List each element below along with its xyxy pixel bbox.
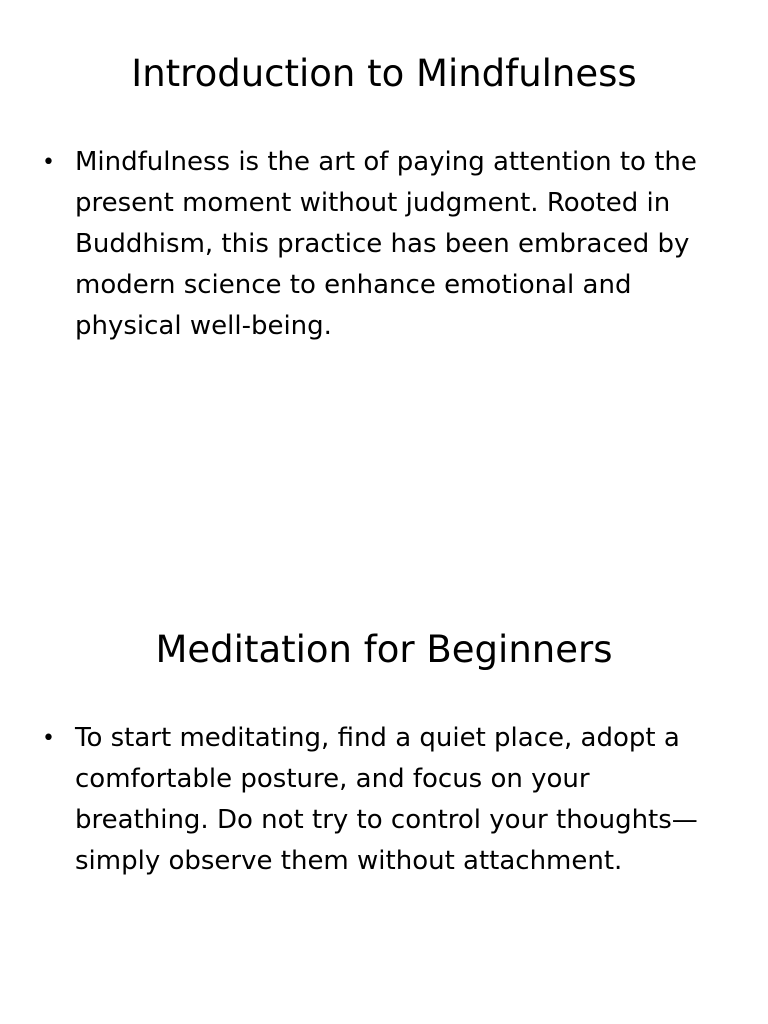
bullet-icon: • (42, 726, 55, 751)
bullet-list (40, 142, 730, 347)
bullet-item (40, 718, 730, 882)
bullet-icon: • (42, 150, 55, 175)
bullet-list (40, 718, 730, 882)
slide-title: Introduction to Mindfulness (131, 52, 637, 95)
bullet-text: To start meditating, find a quiet place, adopt a comfortable posture, and focus on your breathing. Do not try to control your thoughts—simply observe them without attachment. (75, 723, 698, 876)
bullet-text: Mindfulness is the art of paying attention to the present moment without judgment. Rooted in Buddhism, this practice has been embraced by modern science to enhance emotional and physical well-being. (75, 147, 697, 341)
slide-2 (0, 576, 768, 1024)
slide-title: Meditation for Beginners (155, 628, 613, 671)
bullet-item (40, 142, 730, 347)
